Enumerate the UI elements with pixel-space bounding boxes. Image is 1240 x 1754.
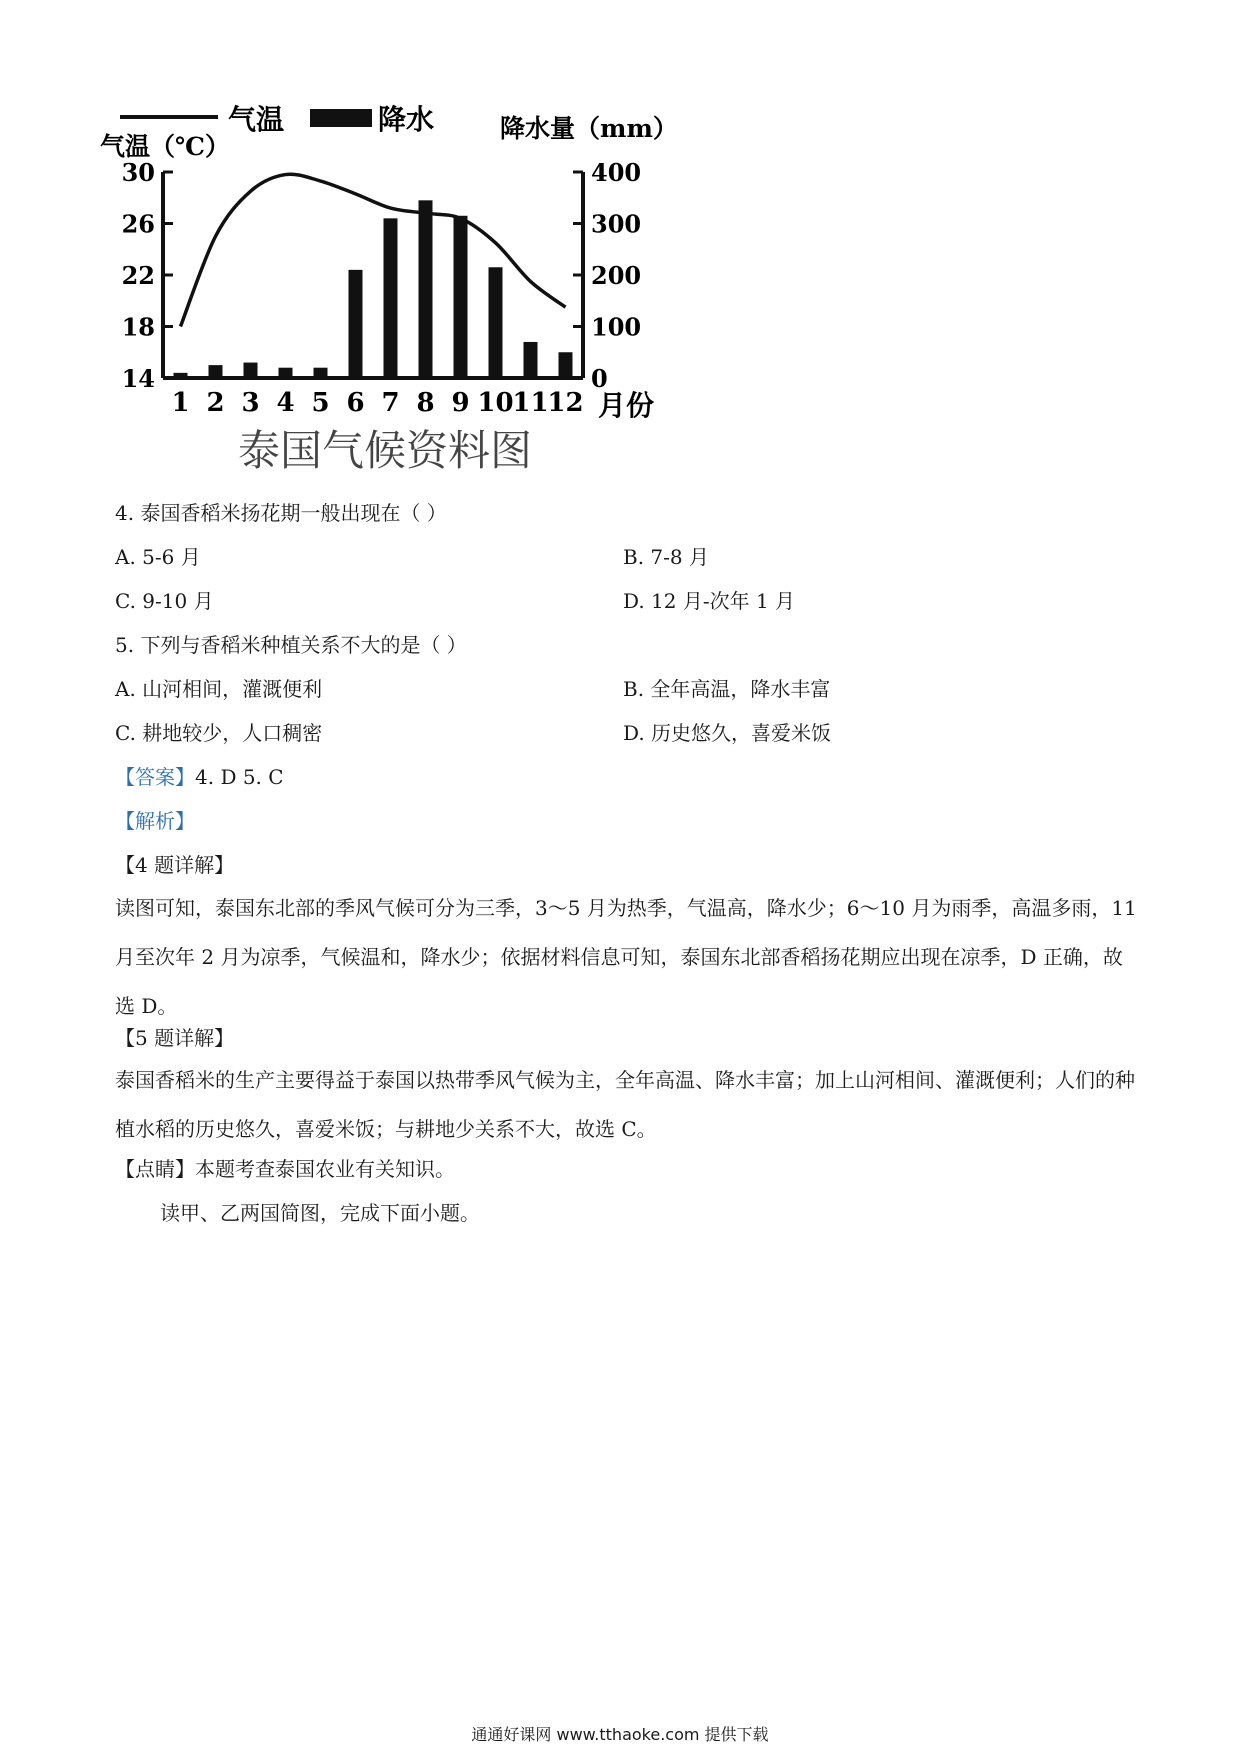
x-axis-title: 月份	[598, 389, 655, 422]
y-right-tick-label: 200	[591, 261, 642, 290]
x-tick-label: 12	[547, 388, 584, 418]
y-left-tick-label: 22	[121, 261, 155, 290]
analysis-label	[115, 808, 195, 834]
detail-5-text: 泰国香稻米的生产主要得益于泰国以热带季风气候为主，全年高温、降水丰富；加上山河相间、灌溉便利；人们的种植水稻的历史悠久，喜爱米饭；与耕地少关系不大，故选 C。	[115, 1068, 1135, 1141]
dianjing-label: 【点睛】	[115, 1157, 195, 1181]
page-footer: 通通好课网 www.tthaoke.com 提供下载	[471, 1725, 769, 1744]
legend-temp-label: 气温	[228, 103, 285, 136]
question-4-option-a: A. 5-6 月	[115, 545, 201, 569]
x-tick-label: 7	[381, 388, 400, 418]
question-4-option-c: C. 9-10 月	[115, 589, 214, 613]
answer-line	[115, 764, 284, 790]
answer-label: 【答案】	[115, 765, 195, 789]
x-tick-label: 10	[477, 388, 514, 418]
precip-bar	[209, 365, 223, 378]
x-tick-label: 5	[311, 388, 330, 418]
y-left-tick-label: 14	[121, 364, 155, 393]
x-tick-label: 6	[346, 388, 365, 418]
y-left-tick-label: 18	[121, 312, 155, 342]
chart-title: 泰国气候资料图	[238, 426, 533, 475]
question-5-option-a: A. 山河相间，灌溉便利	[115, 677, 323, 701]
y-left-tick-label: 26	[121, 209, 155, 239]
dianjing-line	[115, 1156, 455, 1182]
climate-chart	[100, 95, 740, 535]
precip-bar	[244, 363, 258, 378]
question-5-stem: 5. 下列与香稻米种植关系不大的是（ ）	[115, 633, 467, 657]
x-tick-label: 4	[276, 388, 295, 418]
x-tick-label: 8	[416, 388, 435, 418]
legend-precip-label: 降水	[378, 103, 435, 136]
precip-bar	[349, 270, 363, 378]
x-tick-label: 1	[171, 388, 190, 418]
y-left-axis-title: 气温（℃）	[100, 132, 230, 161]
x-tick-label: 3	[241, 388, 260, 418]
question-4-option-b: B. 7-8 月	[623, 545, 709, 569]
detail-4-text: 读图可知，泰国东北部的季风气候可分为三季，3～5 月为热季，气温高，降水少；6～10 月为雨季，高温多雨，11 月至次年 2 月为凉季，气候温和，降水少；依据材料信息可知，泰国东北部香稻扬花期应出现在凉季，D 正确，故选 D。	[115, 896, 1137, 1018]
answer-value: 4. D 5. C	[195, 765, 284, 789]
precip-bar	[489, 267, 503, 378]
temperature-line	[181, 174, 566, 326]
detail-4-label: 【4 题详解】	[115, 853, 235, 877]
question-4-option-d: D. 12 月-次年 1 月	[623, 589, 796, 613]
question-5-option-b: B. 全年高温，降水丰富	[623, 677, 831, 701]
precip-bar	[384, 218, 398, 378]
precip-bar	[454, 216, 468, 378]
x-tick-label: 9	[451, 388, 470, 418]
dianjing-text: 本题考查泰国农业有关知识。	[195, 1157, 455, 1181]
next-question-intro: 读甲、乙两国简图，完成下面小题。	[160, 1201, 480, 1225]
question-4-stem: 4. 泰国香稻米扬花期一般出现在（ ）	[115, 501, 447, 525]
y-right-tick-label: 400	[591, 158, 642, 187]
legend-precip-swatch	[310, 109, 372, 127]
y-right-tick-label: 300	[591, 209, 642, 239]
x-tick-label: 2	[206, 388, 225, 418]
question-5-option-c: C. 耕地较少，人口稠密	[115, 721, 323, 745]
precip-bar	[314, 368, 328, 378]
y-right-axis-title: 降水量（mm）	[500, 114, 678, 143]
precip-bar	[174, 373, 188, 378]
analysis-label-text: 【解析】	[115, 809, 195, 833]
y-right-tick-label: 100	[591, 312, 642, 342]
question-5-option-d: D. 历史悠久，喜爱米饭	[623, 721, 832, 745]
precip-bar	[559, 352, 573, 378]
precip-bar	[419, 200, 433, 378]
precip-bar	[524, 342, 538, 378]
y-left-tick-label: 30	[121, 158, 155, 187]
x-tick-label: 11	[512, 388, 549, 418]
detail-5-label: 【5 题详解】	[115, 1026, 235, 1050]
precip-bar	[279, 368, 293, 378]
y-right-tick-label: 0	[591, 364, 608, 393]
